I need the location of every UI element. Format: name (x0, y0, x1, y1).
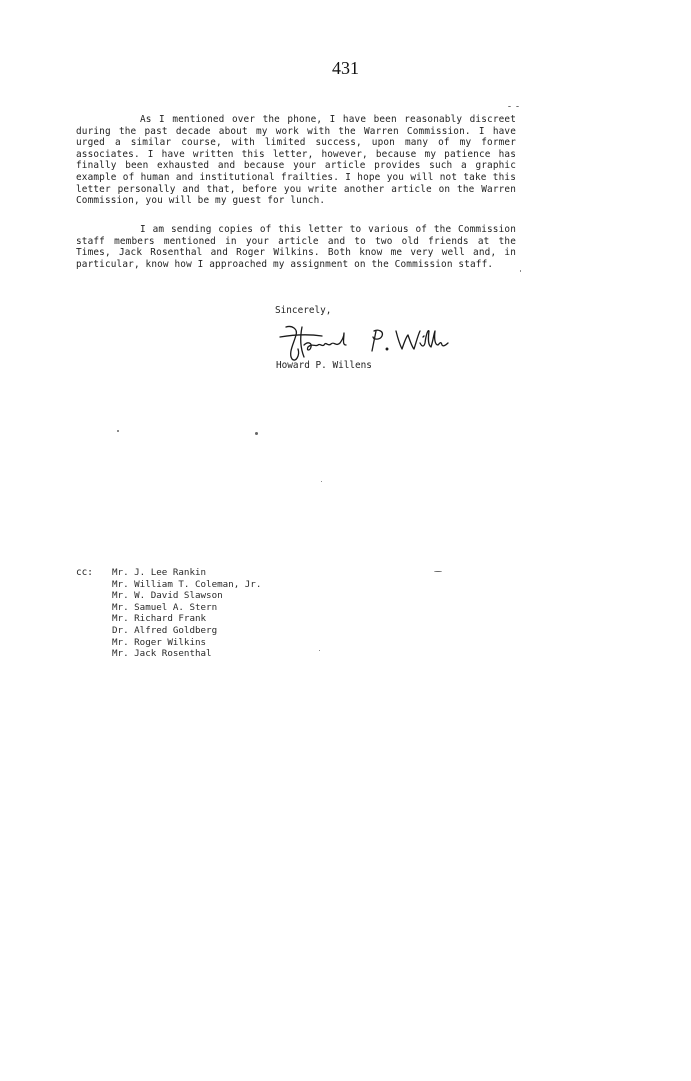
cc-label: cc: (76, 567, 93, 578)
scan-speck (516, 106, 519, 107)
signer-name: Howard P. Willens (276, 360, 372, 371)
scan-speck (520, 270, 521, 272)
cc-recipient: Mr. Richard Frank (112, 613, 207, 625)
scan-speck (117, 430, 119, 432)
cc-recipient: Mr. Roger Wilkins (112, 636, 207, 648)
cc-recipient: Mr. W. David Slawson (112, 590, 223, 602)
scan-speck (319, 650, 320, 651)
letter-closing: Sincerely, (275, 305, 332, 316)
letter-paragraph-1 (76, 114, 516, 207)
scan-speck (508, 106, 511, 107)
scan-speck (255, 432, 258, 435)
cc-recipient: Mr. William T. Coleman, Jr. (112, 578, 262, 590)
cc-recipient: Mr. J. Lee Rankin (112, 567, 207, 578)
cc-recipient: Mr. Samuel A. Stern (112, 601, 218, 613)
cc-recipient-list (112, 567, 261, 660)
letter-paragraph-1-text: As I mentioned over the phone, I have been reasonably discreet during the past decade about my work with the Warren Commission. I have urged a similar course, with limited success, upon many of my former associates. I have written this letter, however, because my patience has finally been exhausted and because your article provides such a graphic example of human and institutional frailties. I hope you will not take this letter personally and that, before you write another article on the Warren Commission, you will be my guest for lunch. (76, 114, 516, 207)
cc-recipient: Dr. Alfred Goldberg (112, 624, 218, 636)
page-number: 431 (332, 58, 359, 78)
scan-speck (434, 571, 442, 572)
scan-speck (321, 481, 322, 482)
signature-drawing (278, 323, 453, 365)
letter-paragraph-2-text: I am sending copies of this letter to various of the Commission staff members mentioned in your article and to two old friends at the Times, Jack Rosenthal and Roger Wilkins. Both know me very well and, in particular, know how I approached my assignment on the Commission staff. (76, 224, 516, 270)
letter-paragraph-2 (76, 224, 516, 270)
cc-recipient: Mr. Jack Rosenthal (112, 648, 212, 660)
